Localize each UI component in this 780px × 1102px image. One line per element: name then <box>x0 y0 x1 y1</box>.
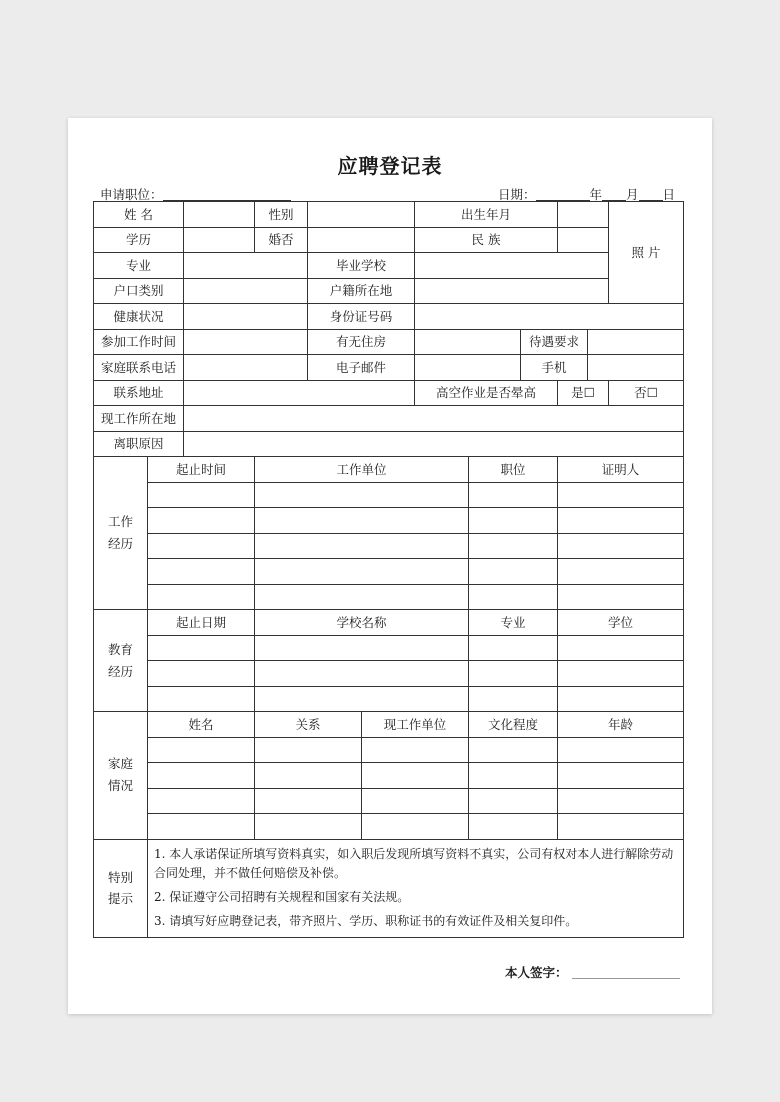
row-health <box>94 304 684 330</box>
note-item-3: 3. 请填写好应聘登记表，带齐照片、学历、职称证书的有效证件及相关复印件。 <box>154 914 578 929</box>
work-cell[interactable] <box>558 584 684 610</box>
id-number-input[interactable] <box>415 304 684 330</box>
family-cell[interactable] <box>469 814 558 840</box>
birth-label: 出生年月 <box>415 202 558 228</box>
id-number-label: 身份证号码 <box>308 304 415 330</box>
work-col-position: 职位 <box>469 457 558 483</box>
edu-cell[interactable] <box>148 635 255 661</box>
edu-header-row <box>94 610 684 636</box>
hukou-type-label: 户口类别 <box>94 278 184 304</box>
family-row <box>94 737 684 763</box>
family-cell[interactable] <box>362 788 469 814</box>
family-cell[interactable] <box>148 763 255 789</box>
form-title: 应聘登记表 <box>337 154 443 178</box>
family-cell[interactable] <box>255 763 362 789</box>
work-cell[interactable] <box>469 533 558 559</box>
edu-col-school: 学校名称 <box>255 610 469 636</box>
signature-field <box>505 963 680 981</box>
edu-cell[interactable] <box>255 686 469 712</box>
edu-row <box>94 661 684 687</box>
edu-row <box>94 686 684 712</box>
edu-col-major: 专业 <box>469 610 558 636</box>
family-cell[interactable] <box>362 763 469 789</box>
work-cell[interactable] <box>148 482 255 508</box>
education-label: 学历 <box>94 227 184 253</box>
family-col-age: 年龄 <box>558 712 684 738</box>
family-cell[interactable] <box>558 737 684 763</box>
family-cell[interactable] <box>469 737 558 763</box>
mobile-label: 手机 <box>521 355 588 381</box>
name-input[interactable] <box>184 202 255 228</box>
work-row <box>94 584 684 610</box>
school-input[interactable] <box>415 253 609 279</box>
edu-cell[interactable] <box>148 661 255 687</box>
work-cell[interactable] <box>255 584 469 610</box>
work-cell[interactable] <box>558 482 684 508</box>
work-cell[interactable] <box>558 533 684 559</box>
work-cell[interactable] <box>469 482 558 508</box>
row-current-work-location <box>94 406 684 432</box>
row-education <box>94 227 684 253</box>
application-form-table <box>93 201 684 938</box>
family-cell[interactable] <box>469 788 558 814</box>
notes-content <box>148 839 684 938</box>
row-leave-reason <box>94 431 684 457</box>
gender-input[interactable] <box>308 202 415 228</box>
family-row <box>94 788 684 814</box>
family-cell[interactable] <box>148 737 255 763</box>
work-cell[interactable] <box>469 559 558 585</box>
major-input[interactable] <box>184 253 308 279</box>
edu-cell[interactable] <box>558 661 684 687</box>
row-work-start <box>94 329 684 355</box>
family-section-label: 家庭 情况 <box>94 712 148 840</box>
signature-input-line[interactable] <box>572 965 680 979</box>
edu-cell[interactable] <box>255 635 469 661</box>
date-label: 日期： <box>498 187 536 202</box>
gender-label: 性别 <box>255 202 308 228</box>
photo-box[interactable]: 照 片 <box>609 202 684 304</box>
edu-cell[interactable] <box>469 635 558 661</box>
row-address <box>94 380 684 406</box>
work-header-row <box>94 457 684 483</box>
position-label: 申请职位： <box>100 187 163 202</box>
family-cell[interactable] <box>148 788 255 814</box>
acrophobia-label: 高空作业是否晕高 <box>415 380 558 406</box>
address-label: 联系地址 <box>94 380 184 406</box>
row-name <box>94 202 684 228</box>
family-col-relation: 关系 <box>255 712 362 738</box>
day-input-line[interactable] <box>639 187 663 201</box>
work-cell[interactable] <box>148 559 255 585</box>
family-cell[interactable] <box>362 737 469 763</box>
edu-cell[interactable] <box>469 661 558 687</box>
edu-row <box>94 635 684 661</box>
acrophobia-no-checkbox[interactable]: 否☐ <box>609 380 684 406</box>
work-row <box>94 508 684 534</box>
row-hukou <box>94 278 684 304</box>
major-label: 专业 <box>94 253 184 279</box>
edu-cell[interactable] <box>255 661 469 687</box>
health-input[interactable] <box>184 304 308 330</box>
family-phone-input[interactable] <box>184 355 308 381</box>
family-cell[interactable] <box>558 788 684 814</box>
note-item-1: 1. 本人承诺保证所填写资料真实，如入职后发现所填写资料不真实，公司有权对本人进行解除劳动合同处理，并不做任何赔偿及补偿。 <box>154 846 674 880</box>
note-item-2: 2. 保证遵守公司招聘有关规程和国家有关法规。 <box>154 889 410 904</box>
family-cell[interactable] <box>255 788 362 814</box>
work-start-input[interactable] <box>184 329 308 355</box>
leave-reason-label: 离职原因 <box>94 431 184 457</box>
work-cell[interactable] <box>255 559 469 585</box>
work-col-period: 起止时间 <box>148 457 255 483</box>
family-col-education: 文化程度 <box>469 712 558 738</box>
hukou-location-label: 户籍所在地 <box>308 278 415 304</box>
salary-req-label: 待遇要求 <box>521 329 588 355</box>
address-input[interactable] <box>184 380 415 406</box>
row-major <box>94 253 684 279</box>
month-label: 月 <box>626 187 639 202</box>
housing-input[interactable] <box>415 329 521 355</box>
signature-label: 本人签字： <box>505 965 568 980</box>
work-col-employer: 工作单位 <box>255 457 469 483</box>
edu-col-period: 起止日期 <box>148 610 255 636</box>
edu-cell[interactable] <box>469 686 558 712</box>
family-cell[interactable] <box>469 763 558 789</box>
family-cell[interactable] <box>148 814 255 840</box>
work-cell[interactable] <box>148 584 255 610</box>
work-section-label: 工作 经历 <box>94 457 148 610</box>
acrophobia-yes-checkbox[interactable]: 是☐ <box>558 380 609 406</box>
salary-req-input[interactable] <box>588 329 684 355</box>
work-cell[interactable] <box>148 508 255 534</box>
birth-input[interactable] <box>558 202 609 228</box>
work-cell[interactable] <box>255 508 469 534</box>
year-input-line[interactable] <box>536 187 590 201</box>
edu-cell[interactable] <box>558 686 684 712</box>
hukou-type-input[interactable] <box>184 278 308 304</box>
edu-col-degree: 学位 <box>558 610 684 636</box>
email-input[interactable] <box>415 355 521 381</box>
work-cell[interactable] <box>255 533 469 559</box>
work-cell[interactable] <box>255 482 469 508</box>
family-cell[interactable] <box>558 814 684 840</box>
mobile-input[interactable] <box>588 355 684 381</box>
work-row <box>94 533 684 559</box>
leave-reason-input[interactable] <box>184 431 684 457</box>
current-work-location-input[interactable] <box>184 406 684 432</box>
family-header-row <box>94 712 684 738</box>
school-label: 毕业学校 <box>308 253 415 279</box>
row-family-phone <box>94 355 684 381</box>
family-row <box>94 763 684 789</box>
work-cell[interactable] <box>558 559 684 585</box>
work-cell[interactable] <box>469 508 558 534</box>
work-row <box>94 559 684 585</box>
year-label: 年 <box>589 187 603 202</box>
position-input-line[interactable] <box>163 187 291 201</box>
notes-row <box>94 839 684 938</box>
work-start-label: 参加工作时间 <box>94 329 184 355</box>
family-cell[interactable] <box>255 814 362 840</box>
family-col-name: 姓名 <box>148 712 255 738</box>
notes-section-label: 特别 提示 <box>94 839 148 938</box>
marital-input[interactable] <box>308 227 415 253</box>
housing-label: 有无住房 <box>308 329 415 355</box>
current-work-location-label: 现工作所在地 <box>94 406 184 432</box>
family-cell[interactable] <box>362 814 469 840</box>
family-col-employer: 现工作单位 <box>362 712 469 738</box>
work-cell[interactable] <box>558 508 684 534</box>
work-cell[interactable] <box>469 584 558 610</box>
work-cell[interactable] <box>148 533 255 559</box>
family-phone-label: 家庭联系电话 <box>94 355 184 381</box>
education-input[interactable] <box>184 227 255 253</box>
family-cell[interactable] <box>255 737 362 763</box>
work-col-reference: 证明人 <box>558 457 684 483</box>
work-row <box>94 482 684 508</box>
marital-label: 婚否 <box>255 227 308 253</box>
ethnicity-input[interactable] <box>558 227 609 253</box>
hukou-location-input[interactable] <box>415 278 609 304</box>
month-input-line[interactable] <box>602 187 626 201</box>
edu-section-label: 教育 经历 <box>94 610 148 712</box>
health-label: 健康状况 <box>94 304 184 330</box>
email-label: 电子邮件 <box>308 355 415 381</box>
day-label: 日 <box>662 187 676 202</box>
family-cell[interactable] <box>558 763 684 789</box>
ethnicity-label: 民 族 <box>415 227 558 253</box>
name-label: 姓 名 <box>94 202 184 228</box>
family-row <box>94 814 684 840</box>
edu-cell[interactable] <box>558 635 684 661</box>
edu-cell[interactable] <box>148 686 255 712</box>
